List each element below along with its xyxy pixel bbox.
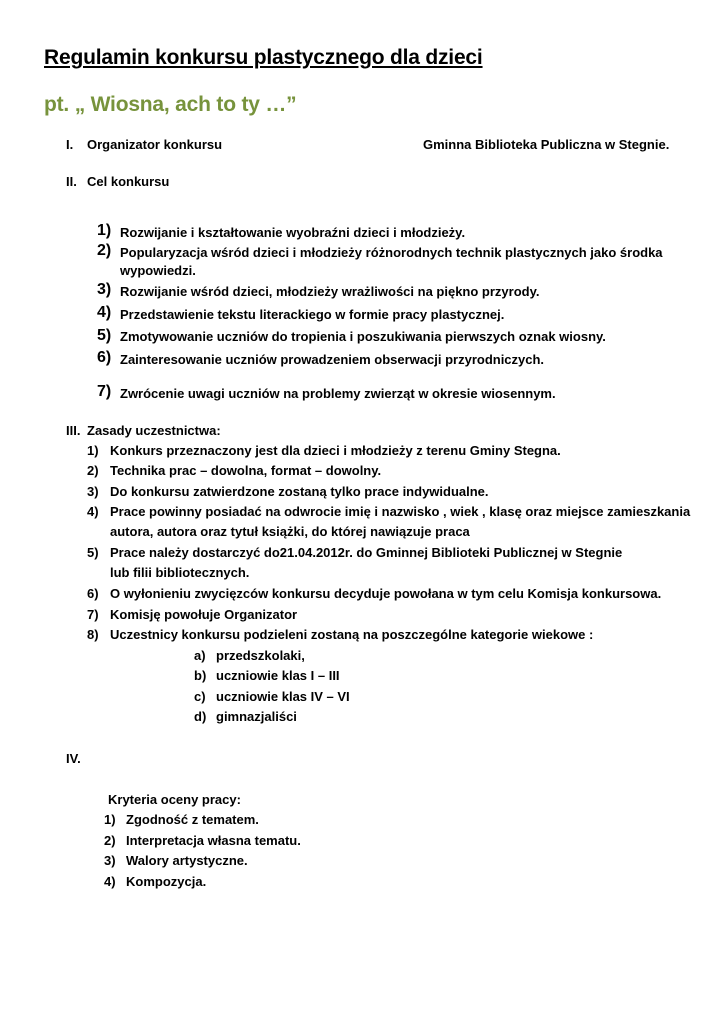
category-letter: b) <box>194 668 207 683</box>
page-subtitle: pt. „ Wiosna, ach to ty …” <box>44 93 297 116</box>
section-2-label: Cel konkursu <box>87 174 170 189</box>
rule-number: 2) <box>87 463 99 478</box>
rule-text: Komisję powołuje Organizator <box>110 607 298 622</box>
category-letter: d) <box>194 709 207 724</box>
section-3-numeral: III. <box>66 423 81 438</box>
rule-text: Prace należy dostarczyć do21.04.2012r. do Gminnej Biblioteki Publicznej w Stegnie <box>110 545 623 560</box>
rule-text: Prace powinny posiadać na odwrocie imię i nazwisko , wiek , klasę oraz miejsce zamieszkania <box>110 504 691 519</box>
page-title: Regulamin konkursu plastycznego dla dzieci <box>44 46 483 69</box>
goal-number: 6) <box>97 349 112 366</box>
section-3-label: Zasady uczestnictwa: <box>87 423 221 438</box>
goal-number: 5) <box>97 327 112 344</box>
rule-number: 6) <box>87 586 99 601</box>
goal-text: Rozwijanie wśród dzieci, młodzieży wrażliwości na piękno przyrody. <box>120 284 540 299</box>
rule-number: 8) <box>87 627 99 642</box>
category-text: gimnazjaliści <box>216 709 297 724</box>
category-letter: a) <box>194 648 206 663</box>
goal-number: 7) <box>97 383 112 400</box>
criterion-text: Interpretacja własna tematu. <box>126 833 301 848</box>
section-4-numeral: IV. <box>66 751 81 766</box>
criterion-number: 2) <box>104 833 116 848</box>
rule-text: Uczestnicy konkursu podzieleni zostaną na poszczególne kategorie wiekowe : <box>110 627 594 642</box>
criterion-number: 3) <box>104 853 116 868</box>
criterion-text: Walory artystyczne. <box>126 853 248 868</box>
category-text: uczniowie klas I – III <box>216 668 340 683</box>
goal-number: 2) <box>97 242 112 259</box>
section-1-numeral: I. <box>66 137 74 152</box>
goal-text: Zainteresowanie uczniów prowadzeniem obserwacji przyrodniczych. <box>120 352 545 367</box>
section-1-value: Gminna Biblioteka Publiczna w Stegnie. <box>423 137 670 152</box>
criterion-text: Kompozycja. <box>126 874 207 889</box>
goal-number: 3) <box>97 281 112 298</box>
rule-text-continuation: autora, autora oraz tytuł książki, do której nawiązuje praca <box>110 524 470 539</box>
section-2-numeral: II. <box>66 174 77 189</box>
rule-number: 3) <box>87 484 99 499</box>
rule-text: Do konkursu zatwierdzone zostaną tylko prace indywidualne. <box>110 484 489 499</box>
rule-text-continuation: lub filii bibliotecznych. <box>110 565 250 580</box>
goal-text: Zwrócenie uwagi uczniów na problemy zwierząt w okresie wiosennym. <box>120 386 556 401</box>
criterion-number: 1) <box>104 812 116 827</box>
goal-text: Przedstawienie tekstu literackiego w formie pracy plastycznej. <box>120 307 505 322</box>
goal-number: 1) <box>97 222 112 239</box>
rule-number: 1) <box>87 443 99 458</box>
criterion-number: 4) <box>104 874 116 889</box>
category-text: przedszkolaki, <box>216 648 305 663</box>
category-text: uczniowie klas IV – VI <box>216 689 350 704</box>
criterion-text: Zgodność z tematem. <box>126 812 259 827</box>
rule-number: 5) <box>87 545 99 560</box>
section-4-label: Kryteria oceny pracy: <box>108 792 241 807</box>
rule-text: Technika prac – dowolna, format – dowolny. <box>110 463 382 478</box>
section-1-label: Organizator konkursu <box>87 137 223 152</box>
goal-text-continuation: wypowiedzi. <box>120 263 196 278</box>
goal-text: Zmotywowanie uczniów do tropienia i poszukiwania pierwszych oznak wiosny. <box>120 329 606 344</box>
rule-number: 4) <box>87 504 99 519</box>
goal-text: Popularyzacja wśród dzieci i młodzieży różnorodnych technik plastycznych jako środka <box>120 245 663 260</box>
category-letter: c) <box>194 689 206 704</box>
rule-text: Konkurs przeznaczony jest dla dzieci i młodzieży z terenu Gminy Stegna. <box>110 443 561 458</box>
goal-text: Rozwijanie i kształtowanie wyobraźni dzieci i młodzieży. <box>120 225 466 240</box>
rule-number: 7) <box>87 607 99 622</box>
goal-number: 4) <box>97 304 112 321</box>
rule-text: O wyłonieniu zwycięzców konkursu decyduje powołana w tym celu Komisja konkursowa. <box>110 586 662 601</box>
